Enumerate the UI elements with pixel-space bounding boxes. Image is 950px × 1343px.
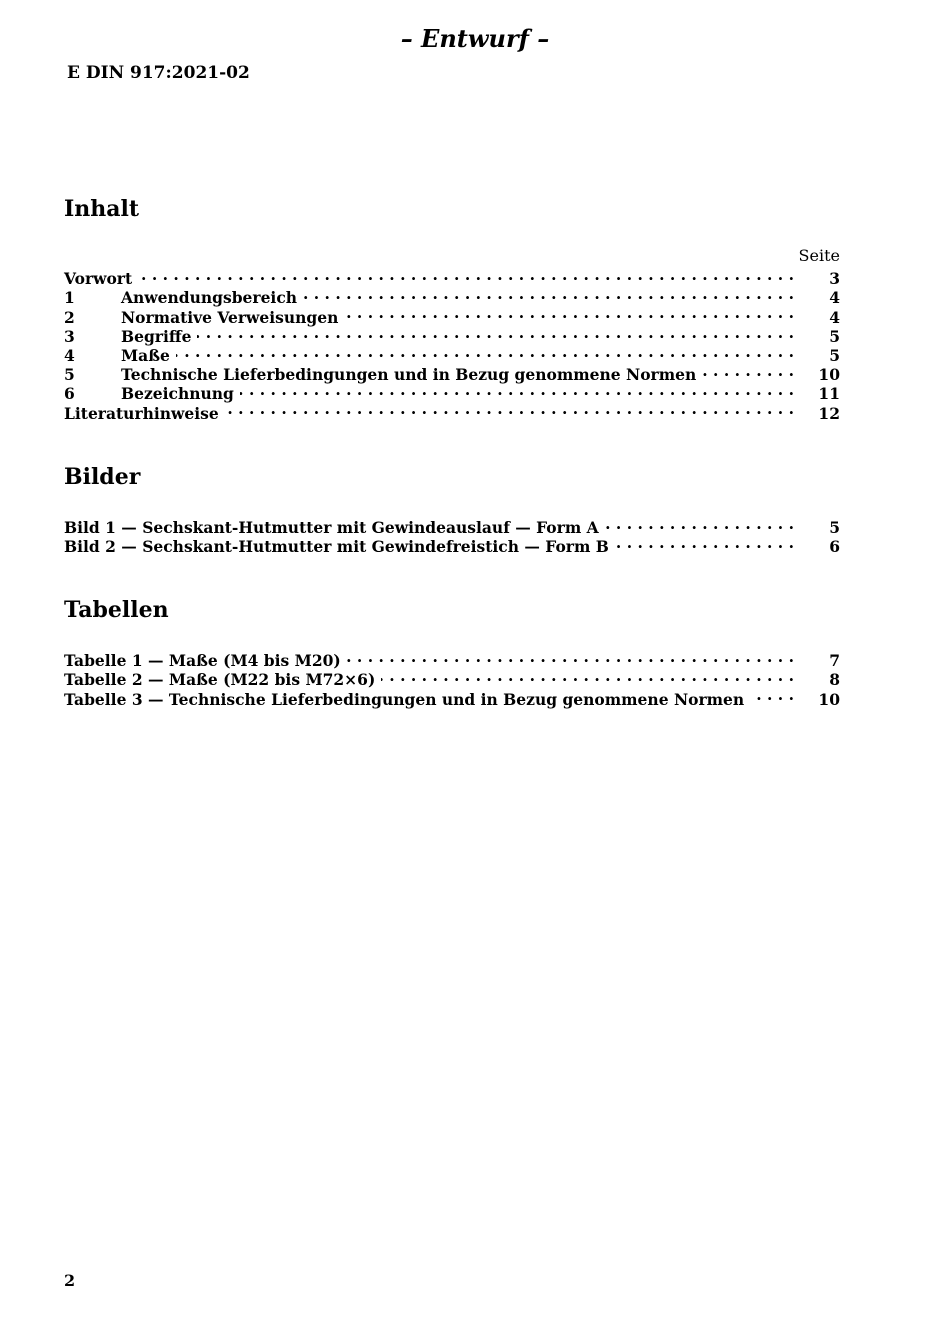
dot-leader (240, 380, 794, 399)
dot-leader (381, 666, 794, 685)
dot-leader (605, 514, 794, 533)
figure-entry-1[interactable] (64, 514, 840, 538)
draft-label: – Entwurf – (400, 24, 550, 53)
dot-leader (303, 284, 794, 303)
toc-entry-title: Technische Lieferbedingungen und in Bezug genommene Normen (121, 365, 697, 385)
toc-entry-number: 1 (64, 288, 75, 308)
tables-list (64, 647, 840, 709)
dot-leader (138, 265, 794, 284)
toc-entry-title: Vorwort (64, 269, 133, 289)
dot-leader (615, 533, 794, 552)
toc-entry-4[interactable] (64, 342, 840, 365)
tables-heading: Tabellen (64, 597, 169, 623)
figures-list (64, 514, 840, 557)
contents-list (64, 246, 840, 423)
toc-entry-number: 5 (64, 365, 75, 385)
toc-entry-number: 3 (64, 326, 75, 346)
toc-entry-vorwort[interactable] (64, 265, 840, 289)
dot-leader (197, 323, 794, 342)
dot-leader (702, 361, 794, 380)
toc-entry-1[interactable] (64, 284, 840, 308)
toc-entry-page: 4 (829, 307, 840, 327)
document-id: E DIN 917:2021-02 (67, 63, 250, 83)
page-column-label: Seite (798, 246, 840, 265)
toc-entry-title: Anwendungsbereich (121, 288, 298, 308)
dot-leader (750, 685, 794, 704)
figure-entry-page: 5 (829, 518, 840, 538)
toc-entry-number: 2 (64, 307, 75, 327)
toc-entry-number: 6 (64, 384, 75, 404)
toc-entry-page: 12 (818, 403, 840, 423)
table-entry-title: Tabelle 3 — Technische Lieferbedingungen und in Bezug genommene Normen (64, 689, 745, 709)
toc-entry-page: 5 (829, 345, 840, 365)
figure-entry-title: Bild 1 — Sechskant-Hutmutter mit Gewindeauslauf — Form A (64, 518, 599, 538)
toc-entry-page: 10 (818, 365, 840, 385)
toc-entry-5[interactable] (64, 361, 840, 385)
figures-heading: Bilder (64, 464, 141, 490)
toc-entry-title: Begriffe (121, 326, 192, 346)
figure-entry-title: Bild 2 — Sechskant-Hutmutter mit Gewindefreistich — Form B (64, 537, 609, 557)
dot-leader (344, 303, 794, 322)
toc-entry-number: 4 (64, 345, 75, 365)
table-entry-title: Tabelle 2 — Maße (M22 bis M72×6) (64, 670, 376, 690)
dot-leader (225, 399, 794, 418)
table-entry-page: 10 (818, 689, 840, 709)
page-number: 2 (64, 1271, 76, 1290)
contents-section (64, 196, 840, 222)
dot-leader (347, 647, 794, 666)
toc-entry-title: Maße (121, 345, 170, 365)
table-entry-title: Tabelle 1 — Maße (M4 bis M20) (64, 651, 341, 671)
toc-entry-page: 4 (829, 288, 840, 308)
toc-entry-title: Bezeichnung (121, 384, 234, 404)
figures-section (64, 464, 840, 490)
dot-leader (176, 342, 794, 361)
toc-entry-title: Literaturhinweise (64, 403, 219, 423)
table-entry-page: 8 (829, 670, 840, 690)
toc-entry-page: 3 (829, 269, 840, 289)
tables-section (64, 597, 840, 623)
toc-entry-page: 5 (829, 326, 840, 346)
toc-entry-title: Normative Verweisungen (121, 307, 339, 327)
figure-entry-page: 6 (829, 537, 840, 557)
toc-entry-page: 11 (818, 384, 840, 404)
table-entry-1[interactable] (64, 647, 840, 671)
table-entry-page: 7 (829, 651, 840, 671)
contents-heading: Inhalt (64, 196, 140, 222)
